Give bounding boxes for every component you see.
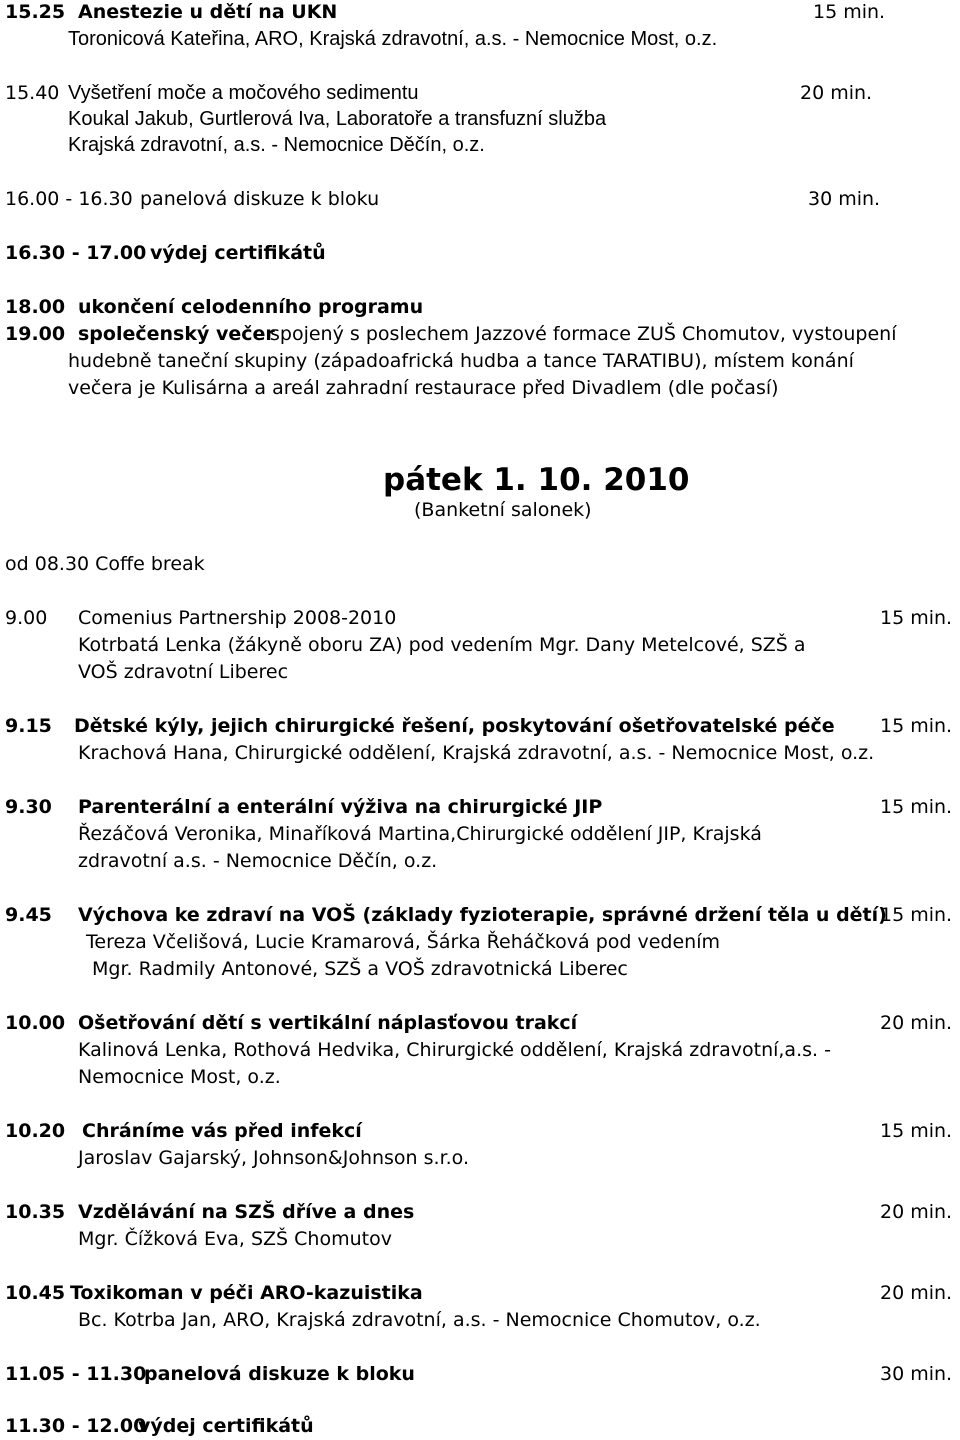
- item-authors: Bc. Kotrba Jan, ARO, Krajská zdravotní, a.s. - Nemocnice Chomutov, o.z.: [78, 1309, 761, 1331]
- item-desc: spojený s poslechem Jazzové formace ZUŠ Chomutov, vystoupení: [270, 323, 897, 345]
- item-authors: Kalinová Lenka, Rothová Hedvika, Chirurgické oddělení, Krajská zdravotní,a.s. -: [78, 1039, 831, 1061]
- item-title: výdej certifikátů: [138, 1415, 314, 1437]
- item-title: ukončení celodenního programu: [78, 296, 424, 318]
- item-title: Comenius Partnership 2008-2010: [78, 607, 397, 629]
- item-authors: Nemocnice Most, o.z.: [78, 1066, 281, 1088]
- item-duration: 15 min.: [880, 904, 953, 926]
- item-title: Výchova ke zdraví na VOŠ (základy fyzioterapie, správné držení těla u dětí): [78, 904, 887, 926]
- day-title: pátek 1. 10. 2010: [383, 462, 690, 498]
- item-duration: 15 min.: [880, 1120, 953, 1142]
- item-authors: Krajská zdravotní, a.s. - Nemocnice Děčín, o.z.: [68, 134, 485, 156]
- item-duration: 15 min.: [880, 607, 953, 629]
- item-time: 9.00: [5, 607, 48, 629]
- item-authors: zdravotní a.s. - Nemocnice Děčín, o.z.: [78, 850, 438, 872]
- day-venue: (Banketní salonek): [414, 499, 592, 521]
- item-time: 16.00 - 16.30: [5, 188, 133, 210]
- item-duration: 20 min.: [880, 1201, 953, 1223]
- item-title: Anestezie u dětí na UKN: [78, 1, 338, 23]
- item-title: Parenterální a enterální výživa na chirurgické JIP: [78, 796, 603, 818]
- item-title: Ošetřování dětí s vertikální náplasťovou trakcí: [78, 1012, 578, 1034]
- item-title: společenský večer: [78, 323, 275, 345]
- item-time: 15.25: [5, 1, 66, 23]
- item-time: 11.05 - 11.30: [5, 1363, 147, 1385]
- item-time: 15.40: [5, 82, 60, 104]
- item-desc: hudebně taneční skupiny (západoafrická hudba a tance TARATIBU), místem konání: [68, 350, 854, 372]
- item-time: 18.00: [5, 296, 66, 318]
- item-duration: 20 min.: [880, 1282, 953, 1304]
- item-time: 9.15: [5, 715, 52, 737]
- item-title: panelová diskuze k bloku: [144, 1363, 415, 1385]
- item-title: Vzdělávání na SZŠ dříve a dnes: [78, 1201, 415, 1223]
- item-duration: 30 min.: [880, 1363, 953, 1385]
- item-time: 9.45: [5, 904, 52, 926]
- item-duration: 15 min.: [880, 796, 953, 818]
- item-title: výdej certifikátů: [150, 242, 326, 264]
- item-duration: 15 min.: [813, 1, 886, 23]
- item-duration: 30 min.: [808, 188, 881, 210]
- item-authors: Jaroslav Gajarský, Johnson&Johnson s.r.o.: [78, 1147, 470, 1169]
- item-authors: Mgr. Radmily Antonové, SZŠ a VOŠ zdravotnická Liberec: [92, 958, 628, 980]
- item-time: 16.30 - 17.00: [5, 242, 147, 264]
- item-duration: 20 min.: [800, 82, 873, 104]
- item-title: Vyšetření moče a močového sedimentu: [68, 82, 419, 104]
- item-title: panelová diskuze k bloku: [140, 188, 380, 210]
- item-time: 10.20: [5, 1120, 66, 1142]
- item-time: 10.45: [5, 1282, 66, 1304]
- item-desc: večera je Kulisárna a areál zahradní restaurace před Divadlem (dle počasí): [68, 377, 779, 399]
- item-time: 19.00: [5, 323, 66, 345]
- item-time: 11.30 - 12.00: [5, 1415, 147, 1437]
- item-authors: Toronicová Kateřina, ARO, Krajská zdravotní, a.s. - Nemocnice Most, o.z.: [68, 28, 718, 50]
- item-authors: Tereza Včelišová, Lucie Kramarová, Šárka Řeháčková pod vedením: [86, 931, 720, 953]
- item-title: Dětské kýly, jejich chirurgické řešení, poskytování ošetřovatelské péče: [74, 715, 835, 737]
- item-time: 9.30: [5, 796, 52, 818]
- item-authors: Krachová Hana, Chirurgické oddělení, Krajská zdravotní, a.s. - Nemocnice Most, o.z.: [78, 742, 875, 764]
- coffee-break: od 08.30 Coffe break: [5, 553, 205, 575]
- item-duration: 20 min.: [880, 1012, 953, 1034]
- item-title: Toxikoman v péči ARO-kazuistika: [70, 1282, 423, 1304]
- item-authors: Koukal Jakub, Gurtlerová Iva, Laboratoře a transfuzní služba: [68, 108, 607, 130]
- item-authors: VOŠ zdravotní Liberec: [78, 661, 289, 683]
- item-time: 10.00: [5, 1012, 66, 1034]
- item-authors: Mgr. Čížková Eva, SZŠ Chomutov: [78, 1228, 392, 1250]
- item-duration: 15 min.: [880, 715, 953, 737]
- item-time: 10.35: [5, 1201, 66, 1223]
- item-authors: Řezáčová Veronika, Minaříková Martina,Chirurgické oddělení JIP, Krajská: [78, 823, 762, 845]
- item-authors: Kotrbatá Lenka (žákyně oboru ZA) pod vedením Mgr. Dany Metelcové, SZŠ a: [78, 634, 806, 656]
- item-title: Chráníme vás před infekcí: [82, 1120, 362, 1142]
